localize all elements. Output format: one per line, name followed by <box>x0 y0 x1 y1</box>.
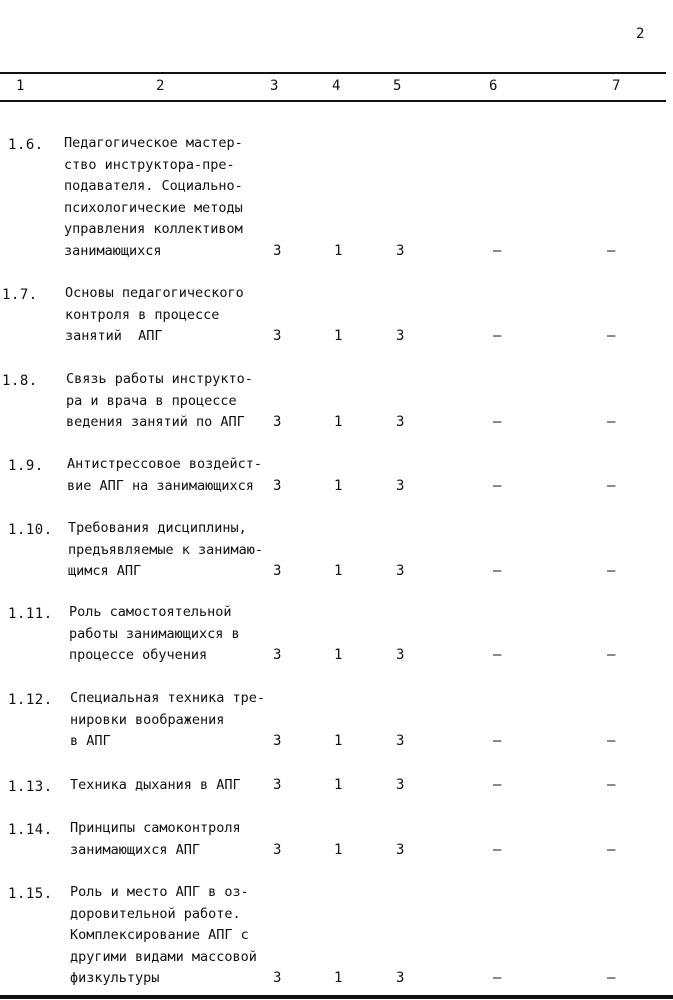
row-value-c4: 1 <box>334 414 343 430</box>
row-title-line: ство инструктора-пре- <box>64 156 235 173</box>
row-number: 1.12. <box>8 692 53 708</box>
row-title-line: Требования дисциплины, <box>68 520 247 536</box>
row-value-c5: 3 <box>396 414 405 430</box>
row-value-c3: 3 <box>273 414 282 430</box>
row-value-c3: 3 <box>273 733 282 749</box>
row-value-c7: – <box>607 563 616 579</box>
row-value-c3: 3 <box>273 777 282 793</box>
footer-rule <box>0 995 673 999</box>
row-value-c7: – <box>607 242 616 259</box>
row-title-line: физкультуры <box>70 970 160 986</box>
row-title-line: Роль самостоятельной <box>69 604 232 620</box>
row-value-c3: 3 <box>273 563 282 579</box>
row-value-c6: – <box>493 414 502 430</box>
row-title-line: Специальная техника тре- <box>70 690 266 706</box>
row-value-c4: 1 <box>334 242 343 259</box>
row-value-c4: 1 <box>334 647 343 663</box>
row-title-line: предъявляемые к занимаю- <box>68 541 264 558</box>
row-value-c5: 3 <box>396 328 405 344</box>
row-value-c5: 3 <box>396 647 405 663</box>
row-title <box>64 133 243 262</box>
column-header-5: 5 <box>393 78 402 94</box>
row-value-c7: – <box>607 647 616 663</box>
row-number: 1.7. <box>2 287 38 303</box>
row-number: 1.14. <box>8 822 53 838</box>
header-bottom-rule <box>0 100 666 102</box>
row-value-c4: 1 <box>334 477 343 494</box>
row-value-c4: 1 <box>334 328 343 344</box>
row-number: 1.9. <box>8 458 44 474</box>
row-value-c6: – <box>493 733 502 749</box>
row-title-line: подавателя. Социально- <box>64 178 243 194</box>
row-value-c3: 3 <box>273 841 282 858</box>
row-value-c6: – <box>493 328 502 344</box>
row-title-line: Основы педагогического <box>65 285 244 301</box>
row-value-c7: – <box>607 777 616 793</box>
row-number: 1.8. <box>2 373 38 389</box>
row-title-line: работы занимающихся в <box>69 625 240 642</box>
row-number: 1.11. <box>8 606 53 622</box>
row-value-c6: – <box>493 841 502 858</box>
row-value-c3: 3 <box>273 242 282 259</box>
row-value-c6: – <box>493 647 502 663</box>
row-title-line: процессе обучения <box>69 647 208 663</box>
row-value-c5: 3 <box>396 242 405 259</box>
row-title-line: щимся АПГ <box>68 563 142 579</box>
row-title-line: Педагогическое мастер- <box>64 135 243 151</box>
row-title <box>67 454 262 497</box>
row-value-c5: 3 <box>396 777 405 793</box>
row-title-line: управления коллективом <box>64 221 243 237</box>
row-value-c4: 1 <box>334 777 343 793</box>
row-value-c4: 1 <box>334 841 343 858</box>
row-value-c5: 3 <box>396 477 405 494</box>
row-title-line: Связь работы инструкто- <box>66 371 253 387</box>
row-title-line: Принципы самоконтроля <box>70 820 241 836</box>
row-title-line: ра и врача в процессе <box>66 392 237 409</box>
row-number: 1.15. <box>8 886 53 902</box>
row-value-c7: – <box>607 733 616 749</box>
row-title-line: Техника дыхания в АПГ <box>70 777 241 793</box>
row-value-c7: – <box>607 970 616 986</box>
column-header-3: 3 <box>270 78 279 94</box>
row-value-c7: – <box>607 328 616 344</box>
row-title-line: Комплексирование АПГ с <box>70 927 249 943</box>
row-title <box>70 688 265 753</box>
row-number: 1.10. <box>8 522 53 538</box>
row-title-line: Роль и место АПГ в оз- <box>70 884 249 900</box>
row-title <box>70 775 241 797</box>
row-value-c6: – <box>493 970 502 986</box>
row-value-c7: – <box>607 414 616 430</box>
row-value-c5: 3 <box>396 563 405 579</box>
row-title-line: Антистрессовое воздейст- <box>67 456 263 472</box>
row-value-c6: – <box>493 563 502 579</box>
row-title-line: другими видами массовой <box>70 948 257 965</box>
header-top-rule <box>0 72 666 74</box>
row-title <box>65 283 244 348</box>
row-title-line: вие АПГ на занимающихся <box>67 477 254 494</box>
row-title <box>69 602 240 667</box>
row-value-c5: 3 <box>396 970 405 986</box>
row-title-line: доровительной работе. <box>70 905 241 922</box>
row-value-c5: 3 <box>396 733 405 749</box>
column-header-4: 4 <box>332 78 341 94</box>
row-value-c3: 3 <box>273 328 282 344</box>
row-title <box>68 518 263 583</box>
row-number: 1.6. <box>8 137 44 153</box>
row-value-c6: – <box>493 242 502 259</box>
row-title-line: в АПГ <box>70 733 111 749</box>
row-value-c4: 1 <box>334 970 343 986</box>
row-value-c6: – <box>493 777 502 793</box>
row-title <box>70 818 241 861</box>
row-value-c3: 3 <box>273 477 282 494</box>
column-header-2: 2 <box>156 78 165 94</box>
row-title-line: ведения занятий по АПГ <box>66 414 245 430</box>
row-value-c4: 1 <box>334 563 343 579</box>
row-title-line: психологические методы <box>64 199 243 216</box>
row-number: 1.13. <box>8 779 53 795</box>
row-title-line: занятий АПГ <box>65 328 163 344</box>
row-title <box>70 882 257 990</box>
row-value-c6: – <box>493 477 502 494</box>
column-header-1: 1 <box>16 78 25 94</box>
row-value-c7: – <box>607 477 616 494</box>
row-value-c7: – <box>607 841 616 858</box>
row-title-line: занимающихся АПГ <box>70 841 201 858</box>
row-title <box>66 369 253 434</box>
row-title-line: контроля в процессе <box>65 306 220 323</box>
row-value-c3: 3 <box>273 970 282 986</box>
column-header-6: 6 <box>489 78 498 94</box>
column-header-7: 7 <box>612 78 621 94</box>
row-value-c5: 3 <box>396 841 405 858</box>
row-title-line: нировки воображения <box>70 711 225 728</box>
row-value-c3: 3 <box>273 647 282 663</box>
page-number: 2 <box>636 26 645 42</box>
row-title-line: занимающихся <box>64 242 162 259</box>
row-value-c4: 1 <box>334 733 343 749</box>
